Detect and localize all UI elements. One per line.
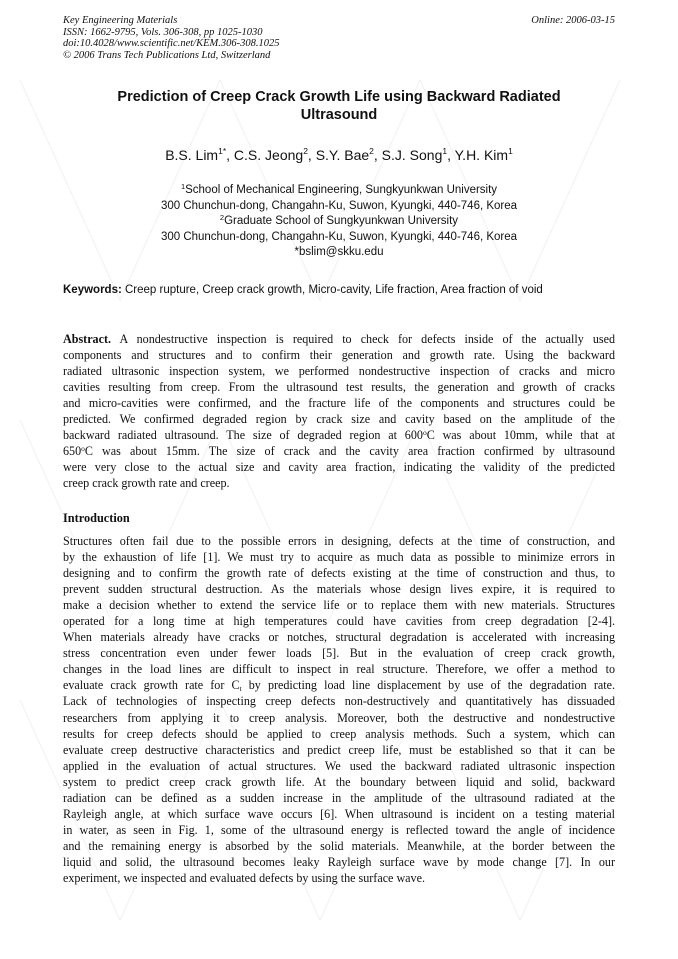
intro-line: liquid and solid, the ultrasound becomes leaky Rayleigh surface wave by mode change [7]. In our (63, 854, 615, 869)
intro-line: by the exhaustion of life [1]. We must try to acquire as much data as possible to minimize errors in (63, 550, 615, 565)
affiliations (63, 183, 615, 261)
abstract-line: components and structures and to confirm their generation and growth rate. Using the backward (63, 348, 615, 363)
abstract-label: Abstract. (63, 332, 112, 346)
issn-line: ISSN: 1662-9795, Vols. 306-308, pp 1025-1030 (63, 26, 263, 38)
title-line-2: Ultrasound (300, 107, 378, 123)
intro-line: When materials already have cracks or notches, structural degradation is accelerated with increasing (63, 630, 615, 645)
affiliation-1-name: $^1$School of Mechanical Engineering, Sungkyunkwan University (180, 182, 498, 196)
author: Y.H. Kim$^1$ (454, 146, 513, 163)
author: S.Y. Bae$^2$ (315, 146, 374, 163)
keywords-text: Creep rupture, Creep crack growth, Micro-cavity, Life fraction, Area fraction of void (125, 284, 543, 296)
abstract-line: backward radiated ultrasound. The size of degraded region at 600$^o$C was about 10mm, while that at (63, 428, 615, 443)
doi-line: doi:10.4028/www.scientific.net/KEM.306-308.1025 (63, 38, 280, 49)
intro-line: experiment, we inspected and evaluated defects by using the surface wave. (63, 870, 425, 885)
title-line-1: Prediction of Creep Crack Growth Life using Backward Radiated (117, 89, 561, 105)
affiliation-2-address: 300 Chunchun-dong, Changahn-Ku, Suwon, Kyungki, 440-746, Korea (160, 230, 518, 243)
intro-line: system to predict creep crack growth life. At the boundary between liquid and solid, backward (63, 774, 615, 789)
keywords-label: Keywords: (63, 284, 122, 296)
intro-line: prevent sudden structural destruction. As the materials whose design lives expire, it is required to (63, 582, 615, 597)
intro-line: researchers from applying it to creep analysis. Moreover, both the destructive and nondestructive (63, 710, 615, 725)
abstract-line: creep crack growth rate and creep. (63, 476, 230, 491)
corresponding-email: *bslim@skku.edu (294, 246, 384, 259)
journal-header (63, 15, 280, 61)
copyright-line: © 2006 Trans Tech Publications Ltd, Switzerland (63, 49, 271, 61)
affiliation-1-address: 300 Chunchun-dong, Changahn-Ku, Suwon, Kyungki, 440-746, Korea (160, 199, 518, 212)
intro-line: designing and to confirm the growth rate of defects existing at the time of construction and thus, to (63, 566, 615, 581)
abstract-line: radiated ultrasonic inspection system, we performed nondestructive inspection of cracks and micro (63, 364, 615, 379)
intro-line: Lack of technologies of inspecting creep defects non-destructively and quantitatively has dissuaded (63, 694, 615, 709)
journal-name: Key Engineering Materials (63, 15, 178, 26)
abstract-line: 650$^o$C was about 15mm. The size of crack and the cavity area fraction confirmed by ultrasound (63, 444, 615, 459)
section-heading-introduction: Introduction (63, 511, 130, 525)
intro-line: radiation can be defined as a sudden increase in the amplitude of the ultrasound radiated at the (63, 790, 615, 805)
intro-line: results for creep defects should be applied to creep analysis methods. Such a system, which can (63, 726, 615, 741)
abstract-line: cavities resulting from creep. From the ultrasound test results, the generation and growth of cracks (63, 380, 615, 395)
intro-line: changes in the load lines are difficult to inspect in real structure. Therefore, we offer a method to (63, 662, 615, 677)
intro-line: evaluate creep destructive characteristics and predict creep life, must be established so that it can be (63, 742, 615, 757)
intro-line: and the remaining energy is absorbed by the solid materials. Meanwhile, at the border between the (63, 838, 615, 853)
intro-line: in water, as seen in Fig. 1, some of the ultrasound energy is reflected toward the angle of incidence (63, 822, 615, 837)
author-list: B.S. Lim$^{1*}$, C.S. Jeong$^2$, S.Y. Bae$^2$, S.J. Song$^1$, Y.H. Kim$^1$ (165, 146, 513, 163)
author: S.J. Song$^1$ (381, 146, 448, 163)
intro-line: make a decision whether to extend the service life or to replace them with new materials. Structures (63, 598, 615, 613)
abstract-line: were very close to the actual size and cavity area fraction, indicating the validity of the predicted (63, 460, 615, 475)
intro-line: stress concentration even under fewer loads [5]. But in the evaluation of creep crack growth, (63, 646, 615, 661)
abstract (63, 331, 615, 491)
intro-line: evaluate crack growth rate for $C_t$ by predicting load line displacement by use of the degradation rate. (63, 678, 615, 694)
paper-title (63, 88, 615, 124)
affiliation-2-name: $^2$Graduate School of Sungkyunkwan University (219, 213, 459, 228)
online-date: Online: 2006-03-15 (531, 15, 615, 26)
intro-line: applied in the evaluation of actual structures. We used the backward radiated ultrasonic inspection (63, 758, 615, 773)
intro-line: Structures often fail due to the possible errors in designing, defects at the time of construction, and (63, 534, 615, 548)
keywords (63, 283, 623, 298)
intro-line: operated for a long time at high temperatures could have cavities from creep degradation [2-4]. (63, 614, 615, 629)
abstract-line: predicted. We confirmed degraded region by crack size and cavity based on the amplitude of the (63, 412, 615, 427)
introduction-body (63, 533, 615, 886)
author: C.S. Jeong$^2$ (233, 146, 308, 163)
abstract-line: Abstract. A nondestructive inspection is required to check for defects inside of the actually used (63, 332, 615, 346)
author: B.S. Lim$^{1*}$ (165, 146, 227, 163)
intro-line: Rayleigh angle, at which surface wave occurs [6]. When ultrasound is incident on a testing material (63, 806, 615, 821)
abstract-line: and micro-cavities were confirmed, and the fracture life of the components and structures could be (63, 396, 615, 411)
